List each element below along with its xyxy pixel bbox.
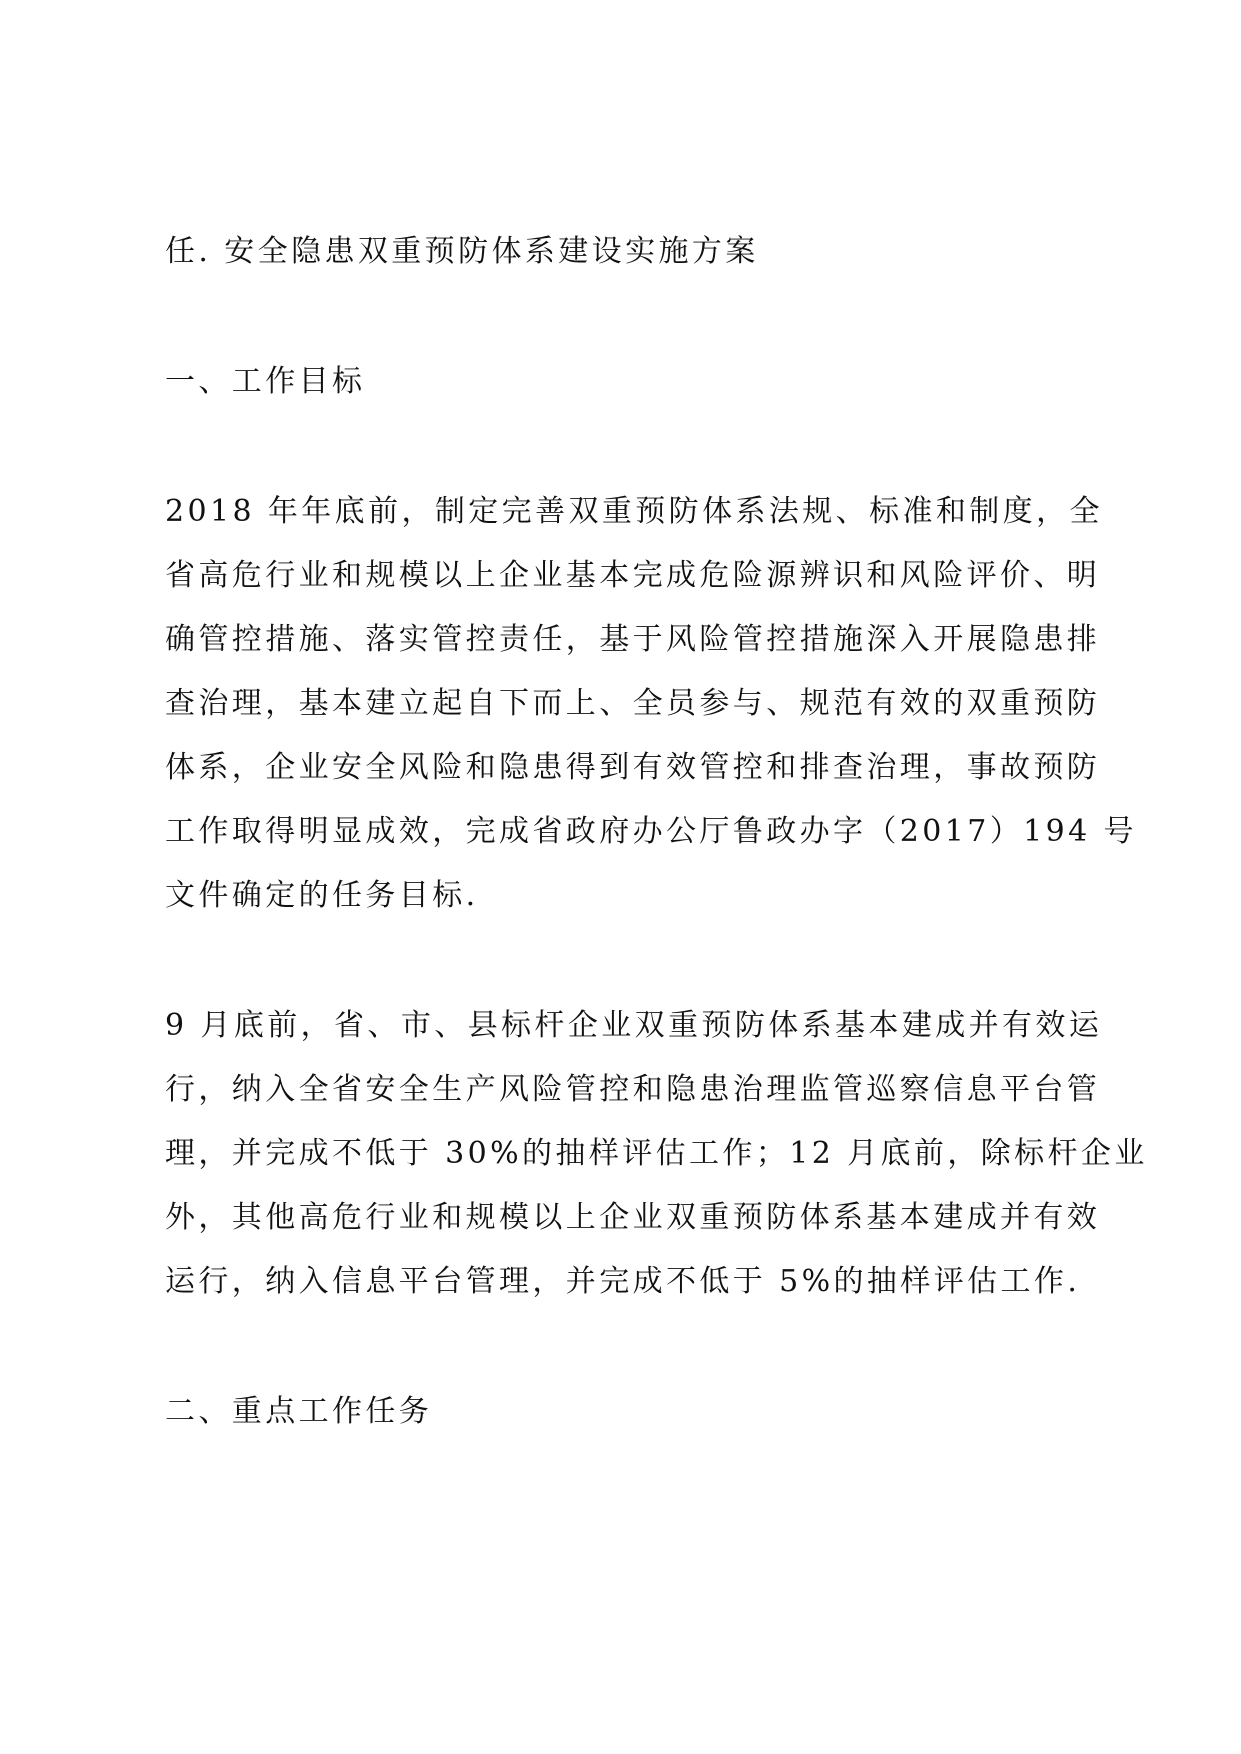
section-heading-work-goals: 一、工作目标: [165, 364, 366, 399]
paragraph-line: 体系，企业安全风险和隐患得到有效管控和排查治理，事故预防: [165, 750, 1101, 785]
paragraph-line: 行，纳入全省安全生产风险管控和隐患治理监管巡察信息平台管: [165, 1072, 1101, 1107]
paragraph-line: 2018 年年底前，制定完善双重预防体系法规、标准和制度，全: [165, 494, 1103, 529]
paragraph-line: 工作取得明显成效，完成省政府办公厅鲁政办字（2017）194 号: [165, 814, 1137, 849]
paragraph-line: 外，其他高危行业和规模以上企业双重预防体系基本建成并有效: [165, 1200, 1101, 1235]
paragraph-line: 确管控措施、落实管控责任，基于风险管控措施深入开展隐患排: [165, 622, 1101, 657]
paragraph-line: 文件确定的任务目标.: [165, 878, 479, 913]
section-heading-key-tasks: 二、重点工作任务: [165, 1394, 433, 1429]
paragraph-line: 运行，纳入信息平台管理，并完成不低于 5%的抽样评估工作.: [165, 1264, 1081, 1299]
document-title: 任. 安全隐患双重预防体系建设实施方案: [165, 234, 759, 269]
paragraph-line: 查治理，基本建立起自下而上、全员参与、规范有效的双重预防: [165, 686, 1101, 721]
paragraph-line: 理，并完成不低于 30%的抽样评估工作；12 月底前，除标杆企业: [165, 1136, 1148, 1171]
paragraph-line: 9 月底前，省、市、县标杆企业双重预防体系基本建成并有效运: [165, 1008, 1103, 1043]
paragraph-line: 省高危行业和规模以上企业基本完成危险源辨识和风险评价、明: [165, 558, 1101, 593]
